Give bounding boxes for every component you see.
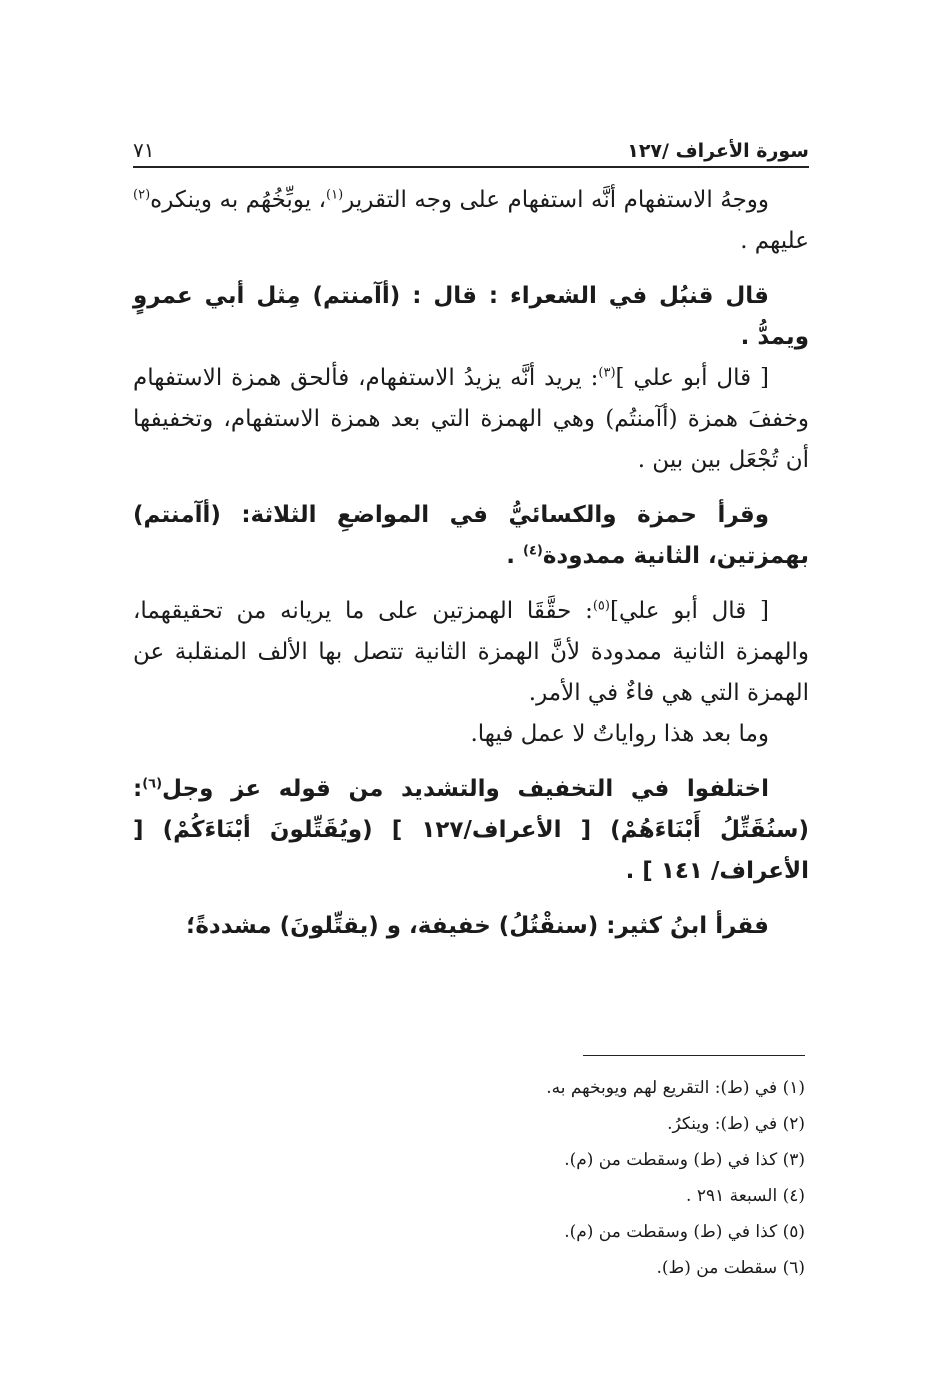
footnote-ref-4: (٤) <box>522 543 543 559</box>
paragraph-6: وما بعد هذا رواياتٌ لا عمل فيها. <box>470 721 769 747</box>
running-header <box>133 126 809 168</box>
page-number: ٧١ <box>133 138 155 162</box>
footnote-3: (٣) كذا في (ط) وسقطت من (م). <box>564 1150 805 1170</box>
footnote-ref-5: (٥) <box>592 598 610 614</box>
footnote-6: (٦) سقطت من (ط). <box>656 1258 805 1278</box>
footnote-2: (٢) في (ط): وينكرُ. <box>667 1114 805 1134</box>
paragraph-5: [ قال أبو علي]$^{(٥)}$: حقَّقَا الهمزتين على ما يريانه من تحقيقهما، والهمزة الثانية ممدودة لأنَّ الهمزة الثانية تتصل بها الألف المنقلبة عن الهمزة التي هي فاءٌ في الأمر. <box>133 598 809 706</box>
header-title: سورة الأعراف /١٢٧ <box>627 140 809 162</box>
footnote-separator <box>583 1055 805 1056</box>
main-text <box>133 180 809 947</box>
footnote-1: (١) في (ط): التقريع لهم ويوبخهم به. <box>546 1078 805 1098</box>
footnote-ref-1: (١) <box>326 187 344 203</box>
footnote-ref-2: (٢) <box>133 187 151 203</box>
footnote-ref-3: (٣) <box>598 365 616 381</box>
footnotes <box>400 1070 805 1286</box>
footnote-ref-6: (٦) <box>142 776 163 792</box>
footnote-4: (٤) السبعة ٢٩١ . <box>686 1186 805 1206</box>
paragraph-7: اختلفوا في التخفيف والتشديد من قوله عز وجل$^{(٦)}$: (سنُقَتِّلُ أَبْنَاءَهُمْ) [ الأعراف/١٢٧ ] (ويُقَتِّلونَ أبْنَاءَكُمْ) [ الأعراف/ ١٤١ ] . <box>133 776 809 884</box>
paragraph-1: ووجهُ الاستفهام أنَّه استفهام على وجه التقرير$^{(١)}$، يوبِّخُهُم به وينكره$^{(٢)}$ عليهم . <box>133 187 809 254</box>
paragraph-4: وقرأ حمزة والكسائيُّ في المواضعِ الثلاثة: (أآمنتم) بهمزتين، الثانية ممدودة$^{(٤)}$ . <box>133 502 809 569</box>
footnote-5: (٥) كذا في (ط) وسقطت من (م). <box>564 1222 805 1242</box>
paragraph-3: [ قال أبو علي ]$^{(٣)}$: يريد أنَّه يزيدُ الاستفهام، فألحق همزة الاستفهام وخففَ همزة (أآمنتُم) وهي الهمزة التي بعد همزة الاستفهام، وتخفيفها أن تُجْعَل بين بين . <box>133 365 809 473</box>
paragraph-2: قال قنبُل في الشعراء : قال : (أآمنتم) مِثل أبي عمروٍ ويمدُّ . <box>133 283 809 350</box>
paragraph-8: فقرأ ابنُ كثير: (سنقْتُلُ) خفيفة، و (يقتِّلونَ) مشددةً؛ <box>186 913 769 939</box>
